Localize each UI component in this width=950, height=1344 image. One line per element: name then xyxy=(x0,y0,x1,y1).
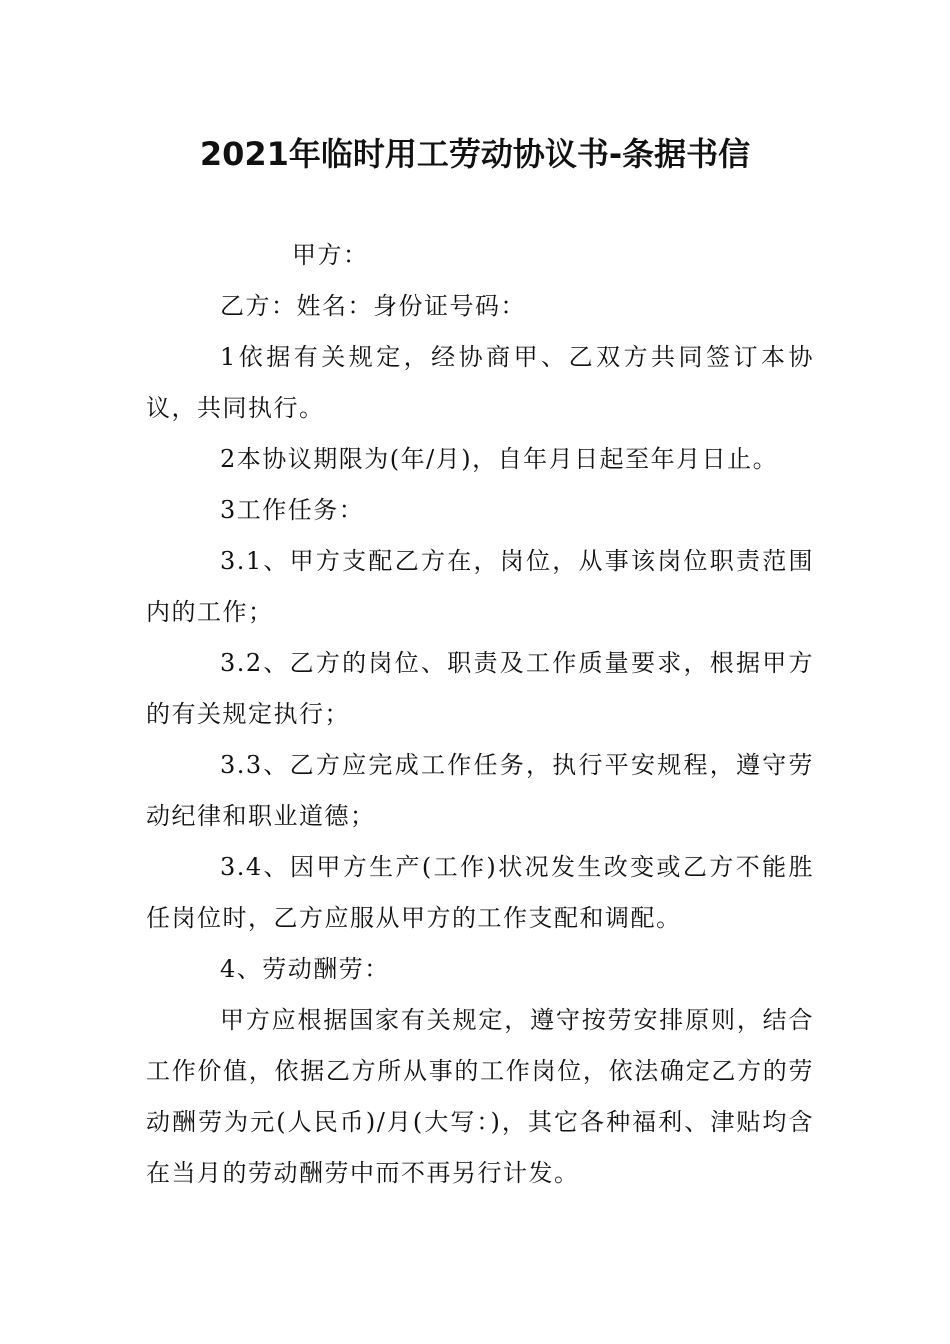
paragraph-clause-3: 3工作任务： xyxy=(220,496,365,524)
document-body xyxy=(146,230,814,1199)
paragraph-clause-3-1: 3.1、甲方支配乙方在，岗位，从事该岗位职责范围内的工作； xyxy=(146,547,814,626)
paragraph-party-b: 乙方：姓名：身份证号码： xyxy=(220,292,526,320)
paragraph-clause-4-body: 甲方应根据国家有关规定，遵守按劳安排原则，结合工作价值，依据乙方所从事的工作岗位，依法确定乙方的劳动酬劳为元(人民币)/月(大写：)，其它各种福利、津贴均含在当月的劳动酬劳中而不再另行计发。 xyxy=(146,1006,814,1187)
paragraph-party-a: 甲方： xyxy=(292,241,369,269)
document-title: 2021年临时用工劳动协议书-条据书信 xyxy=(199,135,751,173)
paragraph-clause-2: 2本协议期限为(年/月)，自年月日起至年月日止。 xyxy=(220,445,779,473)
paragraph-clause-1: 1依据有关规定，经协商甲、乙双方共同签订本协议，共同执行。 xyxy=(146,343,814,422)
paragraph-clause-3-3: 3.3、乙方应完成工作任务，执行平安规程，遵守劳动纪律和职业道德； xyxy=(146,751,814,830)
paragraph-clause-3-4: 3.4、因甲方生产(工作)状况发生改变或乙方不能胜任岗位时，乙方应服从甲方的工作支配和调配。 xyxy=(146,853,814,932)
paragraph-clause-3-2: 3.2、乙方的岗位、职责及工作质量要求，根据甲方的有关规定执行； xyxy=(146,649,814,728)
paragraph-clause-4: 4、劳动酬劳： xyxy=(220,955,390,983)
